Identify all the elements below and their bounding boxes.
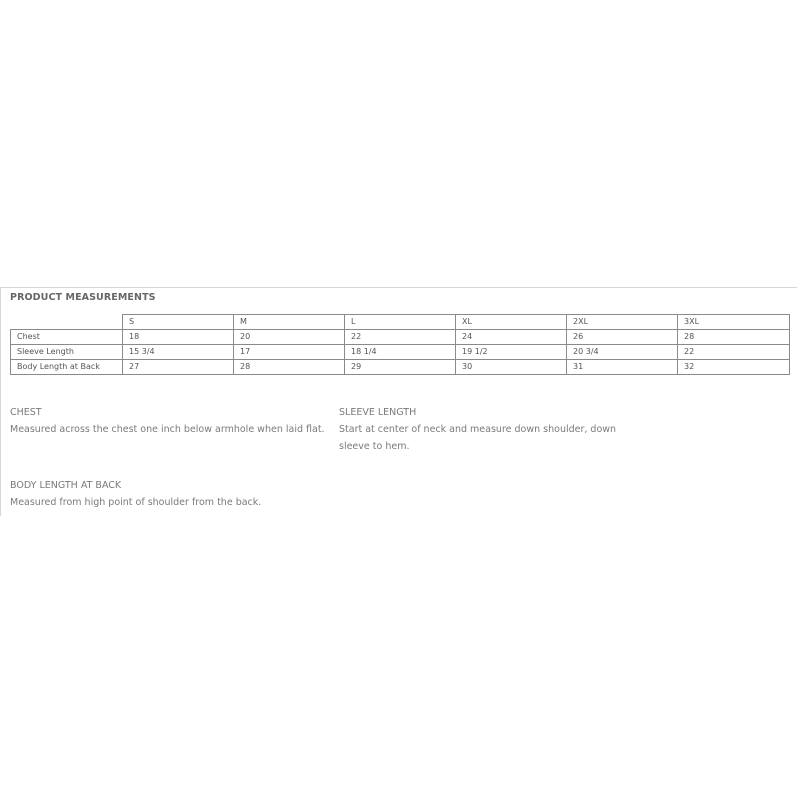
body-length-description bbox=[10, 477, 325, 511]
table-cell: 20 3/4 bbox=[567, 345, 678, 360]
table-cell: 18 1/4 bbox=[345, 345, 456, 360]
size-header: 2XL bbox=[567, 315, 678, 330]
table-cell: 19 1/2 bbox=[456, 345, 567, 360]
chest-heading: CHEST bbox=[10, 407, 42, 418]
table-cell: 32 bbox=[678, 360, 790, 375]
body-length-text: Measured from high point of shoulder from the back. bbox=[10, 497, 262, 508]
body-length-heading: BODY LENGTH AT BACK bbox=[10, 480, 122, 491]
table-cell: 17 bbox=[234, 345, 345, 360]
table-corner-cell bbox=[11, 315, 123, 330]
table-cell: 30 bbox=[456, 360, 567, 375]
table-cell: 28 bbox=[678, 330, 790, 345]
product-measurements-panel bbox=[0, 287, 797, 516]
table-cell: 15 3/4 bbox=[123, 345, 234, 360]
chest-description bbox=[10, 404, 325, 438]
table-cell: 26 bbox=[567, 330, 678, 345]
table-cell: 27 bbox=[123, 360, 234, 375]
table-cell: 29 bbox=[345, 360, 456, 375]
sleeve-description bbox=[339, 404, 639, 455]
row-label: Chest bbox=[11, 330, 123, 345]
table-cell: 28 bbox=[234, 360, 345, 375]
size-header: XL bbox=[456, 315, 567, 330]
row-label: Body Length at Back bbox=[11, 360, 123, 375]
table-header-row bbox=[11, 315, 790, 330]
sleeve-text: Start at center of neck and measure down shoulder, down sleeve to hem. bbox=[339, 424, 617, 452]
table-row bbox=[11, 360, 790, 375]
size-header: M bbox=[234, 315, 345, 330]
table-cell: 20 bbox=[234, 330, 345, 345]
sleeve-heading: SLEEVE LENGTH bbox=[339, 407, 417, 418]
table-cell: 24 bbox=[456, 330, 567, 345]
size-header: S bbox=[123, 315, 234, 330]
table-cell: 31 bbox=[567, 360, 678, 375]
table-cell: 22 bbox=[345, 330, 456, 345]
table-cell: 18 bbox=[123, 330, 234, 345]
table-row bbox=[11, 330, 790, 345]
table-cell: 22 bbox=[678, 345, 790, 360]
chest-text: Measured across the chest one inch below armhole when laid flat. bbox=[10, 424, 325, 435]
row-label: Sleeve Length bbox=[11, 345, 123, 360]
measurements-table bbox=[10, 314, 790, 375]
table-row bbox=[11, 345, 790, 360]
size-header: L bbox=[345, 315, 456, 330]
section-title: PRODUCT MEASUREMENTS bbox=[10, 292, 156, 303]
size-header: 3XL bbox=[678, 315, 790, 330]
